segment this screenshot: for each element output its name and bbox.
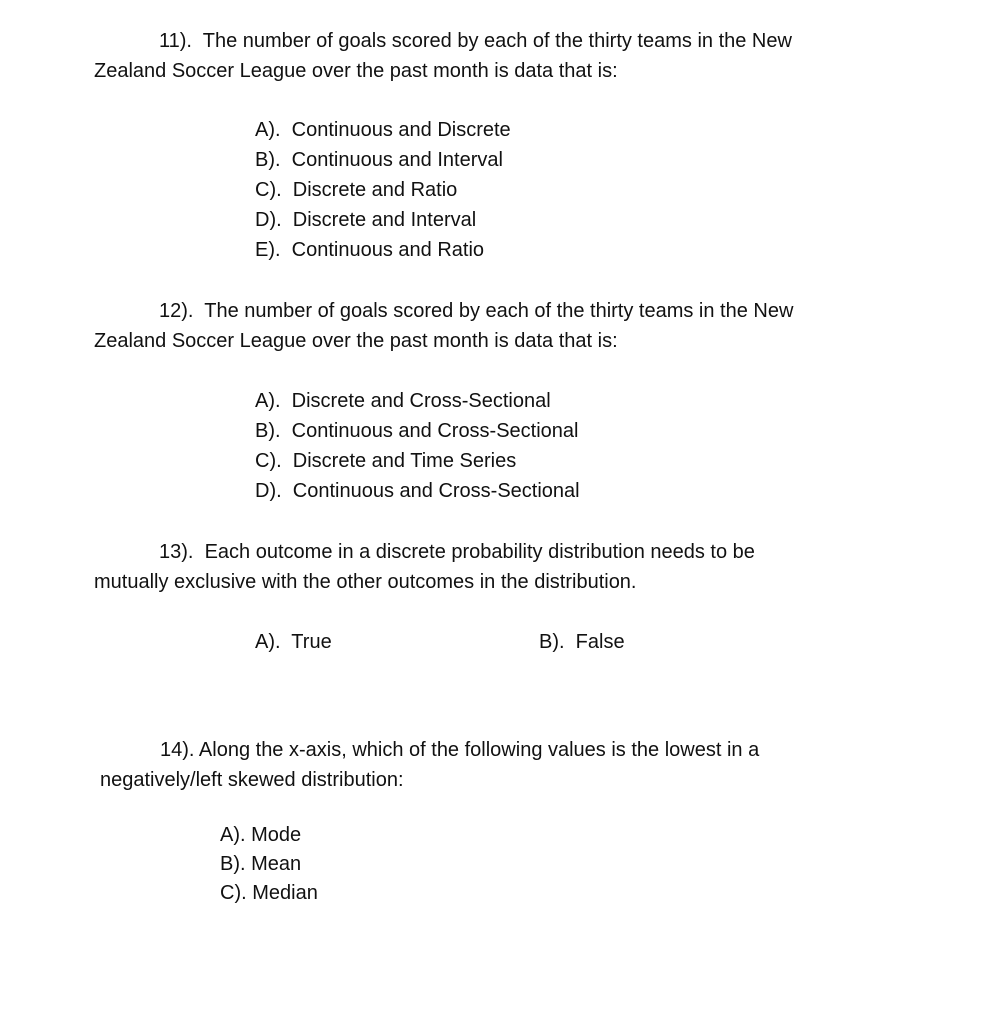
question-12-choices	[255, 386, 580, 506]
question-14-choices	[220, 821, 318, 908]
question-11-line-1: 11). The number of goals scored by each of the thirty teams in the New	[159, 30, 792, 52]
question-11	[94, 26, 792, 86]
question-12	[94, 296, 793, 356]
answer-choice[interactable]: E). Continuous and Ratio	[255, 239, 485, 261]
question-13-number: 13).	[159, 541, 194, 563]
answer-choice[interactable]: C). Median	[220, 882, 318, 904]
question-13-line-2: mutually exclusive with the other outcomes in the distribution.	[94, 571, 637, 593]
answer-choice[interactable]: B). Continuous and Interval	[255, 149, 503, 171]
answer-choice[interactable]: B). Mean	[220, 853, 302, 875]
answer-choice[interactable]: A). Continuous and Discrete	[255, 119, 511, 141]
question-13-line-1: 13). Each outcome in a discrete probability distribution needs to be	[159, 541, 755, 563]
answer-choice-false[interactable]: B). False	[539, 631, 625, 653]
question-12-number: 12).	[159, 300, 194, 322]
answer-choice[interactable]: D). Discrete and Interval	[255, 209, 477, 231]
answer-choice[interactable]: A). Discrete and Cross-Sectional	[255, 390, 551, 412]
question-11-number: 11).	[159, 30, 192, 52]
question-14-number: 14).	[160, 739, 195, 761]
question-13	[94, 537, 755, 597]
answer-choice[interactable]: A). Mode	[220, 824, 302, 846]
answer-choice-true[interactable]: A). True	[255, 631, 332, 653]
question-14-line-2: negatively/left skewed distribution:	[100, 769, 404, 791]
answer-choice[interactable]: B). Continuous and Cross-Sectional	[255, 420, 579, 442]
question-12-line-1: 12). The number of goals scored by each of the thirty teams in the New	[159, 300, 794, 322]
answer-choice[interactable]: C). Discrete and Time Series	[255, 450, 517, 472]
question-11-choices	[255, 115, 511, 265]
question-12-line-2: Zealand Soccer League over the past month is data that is:	[94, 330, 618, 352]
question-14-line-1: 14). Along the x-axis, which of the following values is the lowest in a	[160, 739, 760, 761]
answer-choice[interactable]: D). Continuous and Cross-Sectional	[255, 480, 580, 502]
question-14	[100, 735, 759, 795]
answer-choice[interactable]: C). Discrete and Ratio	[255, 179, 458, 201]
question-11-line-2: Zealand Soccer League over the past month is data that is:	[94, 60, 618, 82]
